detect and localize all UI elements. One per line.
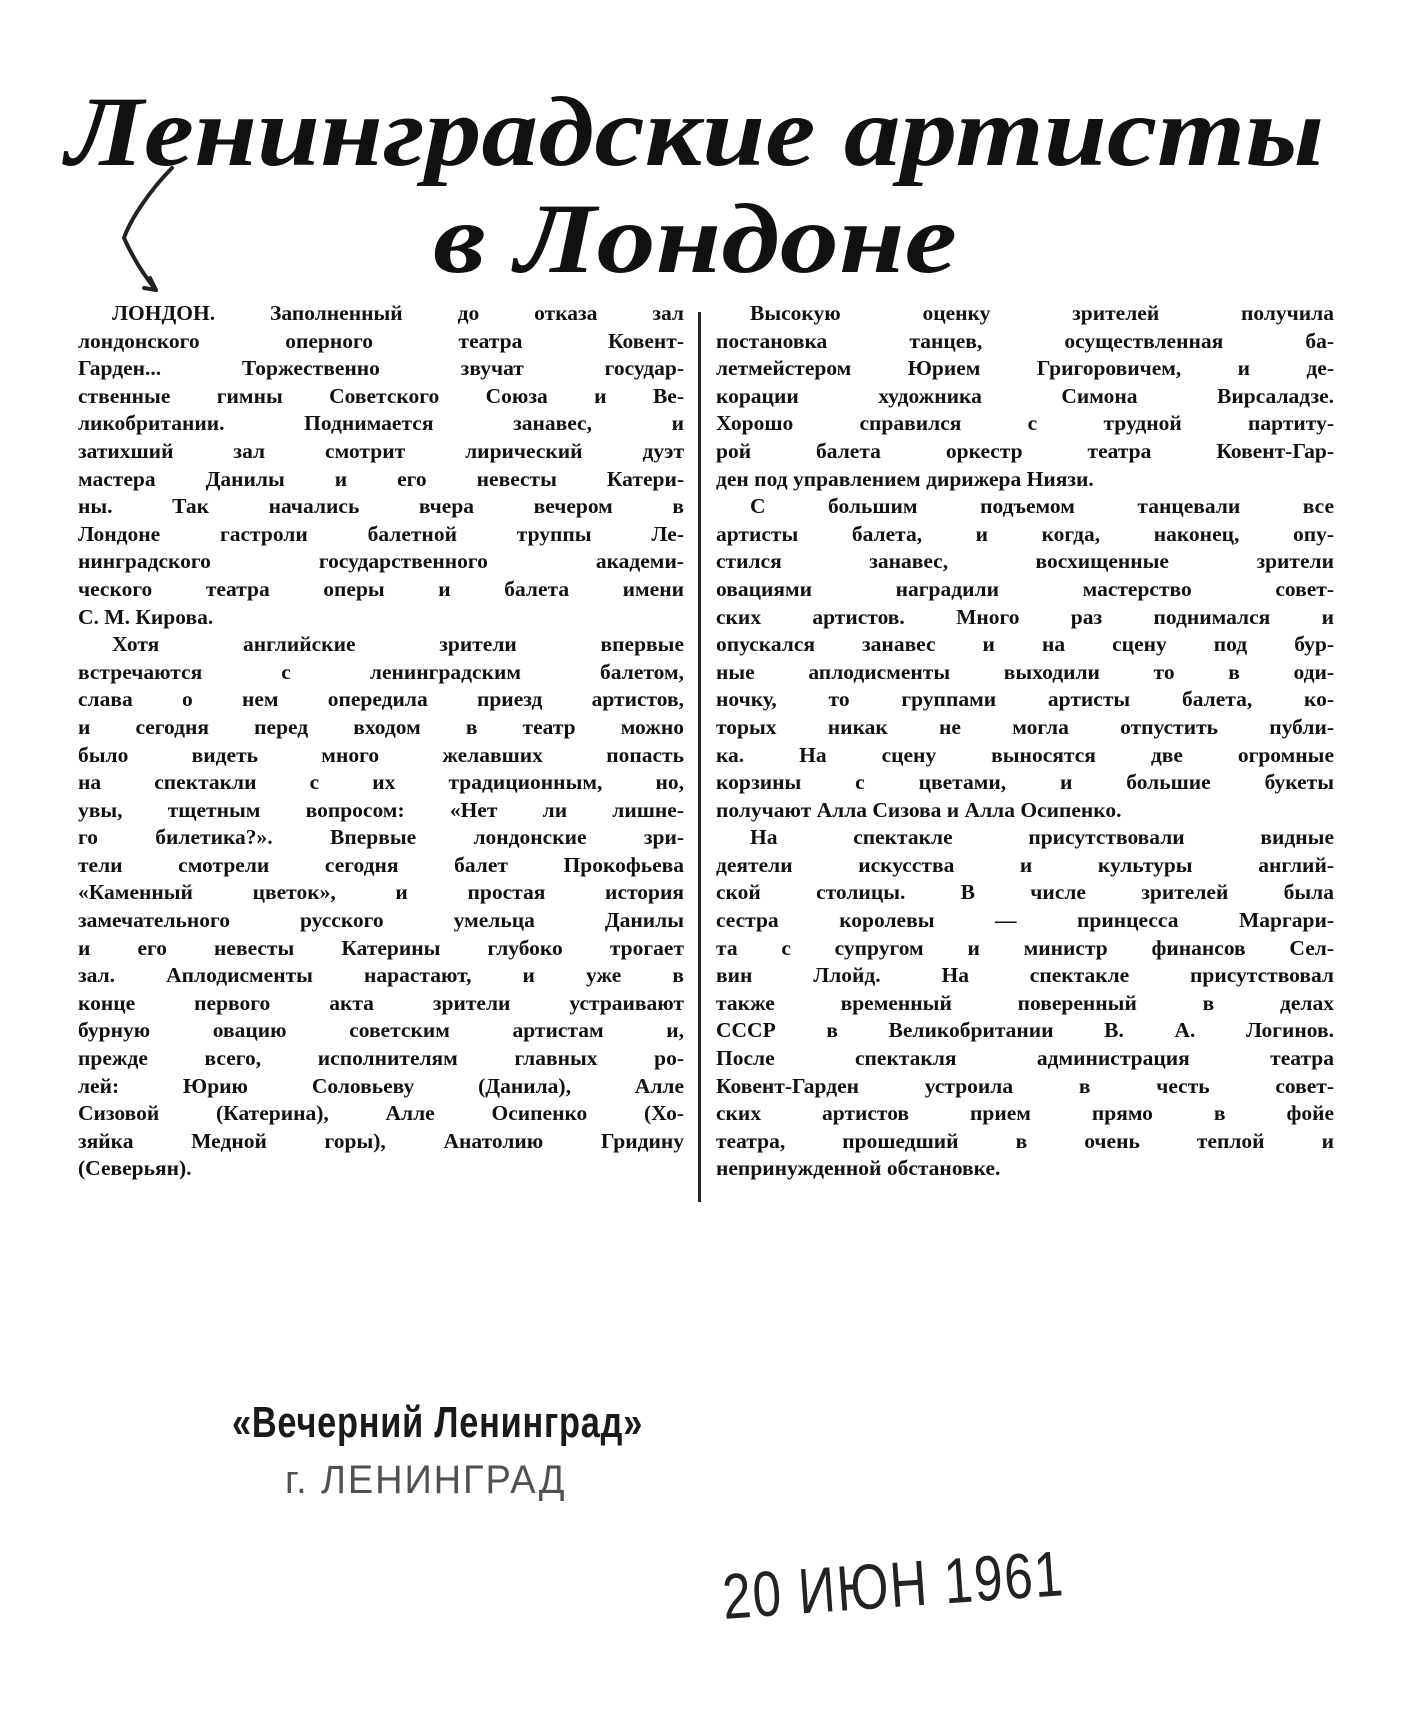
text-line: опускался занавес и на сцену под бур- bbox=[716, 632, 1334, 657]
text-line: встречаются с ленинградским балетом, bbox=[78, 659, 684, 684]
text-line: Хорошо справился с трудной партиту- bbox=[716, 411, 1334, 436]
text-line: Сизовой (Катерина), Алле Осипенко (Хо- bbox=[78, 1101, 684, 1126]
text-line: артисты балета, и когда, наконец, опу- bbox=[716, 521, 1334, 546]
text-line: получают Алла Сизова и Алла Осипенко. bbox=[716, 797, 1122, 822]
text-line: После спектакля администрация театра bbox=[716, 1046, 1334, 1071]
article-column-right bbox=[716, 300, 1334, 1183]
text-line: зал. Аплодисменты нарастают, и уже в bbox=[78, 963, 684, 988]
headline-line-1: Ленинградские артисты bbox=[61, 76, 1324, 187]
text-line: «Каменный цветок», и простая история bbox=[78, 880, 684, 905]
text-line: На спектакле присутствовали видные bbox=[750, 825, 1334, 850]
text-line: рой балета оркестр театра Ковент-Гар- bbox=[716, 438, 1334, 463]
date-stamp: 20 ИЮН 1961 bbox=[720, 1537, 1067, 1633]
text-line: постановка танцев, осуществленная ба- bbox=[716, 328, 1334, 353]
text-line: затихший зал смотрит лирический дуэт bbox=[78, 438, 684, 463]
text-line: Лондоне гастроли балетной труппы Ле- bbox=[78, 521, 684, 546]
city-stamp: г. ЛЕНИНГРАД bbox=[285, 1458, 567, 1502]
text-line: непринужденной обстановке. bbox=[716, 1156, 1001, 1181]
text-line: ночку, то группами артисты балета, ко- bbox=[716, 687, 1334, 712]
text-line: го билетика?». Впервые лондонские зри- bbox=[78, 825, 684, 850]
article-paragraph bbox=[716, 493, 1334, 824]
text-line: ских артистов прием прямо в фойе bbox=[716, 1101, 1334, 1126]
text-line: мастера Данилы и его невесты Катери- bbox=[78, 466, 684, 491]
text-line: зяйка Медной горы), Анатолию Гридину bbox=[78, 1128, 684, 1153]
text-line: на спектакли с их традиционным, но, bbox=[78, 770, 684, 795]
text-line: овациями наградили мастерство совет- bbox=[716, 576, 1334, 601]
text-line: С большим подъемом танцевали все bbox=[750, 494, 1334, 519]
article-paragraph bbox=[716, 300, 1334, 493]
text-line: бурную овацию советским артистам и, bbox=[78, 1018, 684, 1043]
text-line: торых никак не могла отпустить публи- bbox=[716, 714, 1334, 739]
text-line: тели смотрели сегодня балет Прокофьева bbox=[78, 852, 684, 877]
text-line: Ковент-Гарден устроила в честь совет- bbox=[716, 1073, 1334, 1098]
text-line: ческого театра оперы и балета имени bbox=[78, 576, 684, 601]
column-divider bbox=[698, 312, 701, 1202]
text-line: летмейстером Юрием Григоровичем, и де- bbox=[716, 356, 1334, 381]
text-line: сестра королевы — принцесса Маргари- bbox=[716, 908, 1334, 933]
article-column-left bbox=[78, 300, 684, 1183]
text-line: та с супругом и министр финансов Сел- bbox=[716, 935, 1334, 960]
text-line: театра, прошедший в очень теплой и bbox=[716, 1128, 1334, 1153]
article-paragraph bbox=[78, 300, 684, 631]
headline bbox=[0, 0, 1426, 300]
text-line: корации художника Симона Вирсаладзе. bbox=[716, 383, 1334, 408]
text-line: ден под управлением дирижера Ниязи. bbox=[716, 466, 1094, 491]
newspaper-name-stamp: «Вечерний Ленинград» bbox=[232, 1398, 644, 1447]
article-paragraph bbox=[78, 631, 684, 1183]
text-line: Хотя английские зрители впервые bbox=[112, 632, 684, 657]
article-paragraph bbox=[716, 824, 1334, 1183]
text-line: слава о нем опередила приезд артистов, bbox=[78, 687, 684, 712]
text-line: ственные гимны Советского Союза и Ве- bbox=[78, 383, 684, 408]
text-line: вин Ллойд. На спектакле присутствовал bbox=[716, 963, 1334, 988]
text-line: нинградского государственного академи- bbox=[78, 549, 684, 574]
text-line: Высокую оценку зрителей получила bbox=[750, 301, 1334, 325]
text-line: лондонского оперного театра Ковент- bbox=[78, 328, 684, 353]
text-line: и его невесты Катерины глубоко трогает bbox=[78, 935, 684, 960]
text-line: ные аплодисменты выходили то в оди- bbox=[716, 659, 1334, 684]
text-line: деятели искусства и культуры англий- bbox=[716, 852, 1334, 877]
text-line: ны. Так начались вчера вечером в bbox=[78, 494, 684, 519]
headline-line-2: в Лондоне bbox=[433, 183, 957, 294]
text-line: и сегодня перед входом в театр можно bbox=[78, 714, 684, 739]
text-line: ка. На сцену выносятся две огромные bbox=[716, 742, 1334, 767]
text-line: лей: Юрию Соловьеву (Данила), Алле bbox=[78, 1073, 684, 1098]
text-line: также временный поверенный в делах bbox=[716, 990, 1334, 1015]
text-line: стился занавес, восхищенные зрители bbox=[716, 549, 1334, 574]
text-line: ских артистов. Много раз поднимался и bbox=[716, 604, 1334, 629]
text-line: прежде всего, исполнителям главных ро- bbox=[78, 1046, 684, 1071]
handwritten-bracket-mark bbox=[110, 160, 190, 300]
text-line: С. М. Кирова. bbox=[78, 604, 214, 629]
text-line: ской столицы. В числе зрителей была bbox=[716, 880, 1334, 905]
text-line: ЛОНДОН. Заполненный до отказа зал bbox=[112, 301, 684, 325]
text-line: увы, тщетным вопросом: «Нет ли лишне- bbox=[78, 797, 684, 822]
text-line: СССР в Великобритании В. А. Логинов. bbox=[716, 1018, 1334, 1043]
text-line: было видеть много желавших попасть bbox=[78, 742, 684, 767]
text-line: корзины с цветами, и большие букеты bbox=[716, 770, 1334, 795]
text-line: конце первого акта зрители устраивают bbox=[78, 990, 684, 1015]
text-line: Гарден... Торжественно звучат государ- bbox=[78, 356, 684, 381]
text-line: замечательного русского умельца Данилы bbox=[78, 908, 684, 933]
text-line: ликобритании. Поднимается занавес, и bbox=[78, 411, 684, 436]
text-line: (Северьян). bbox=[78, 1156, 192, 1181]
